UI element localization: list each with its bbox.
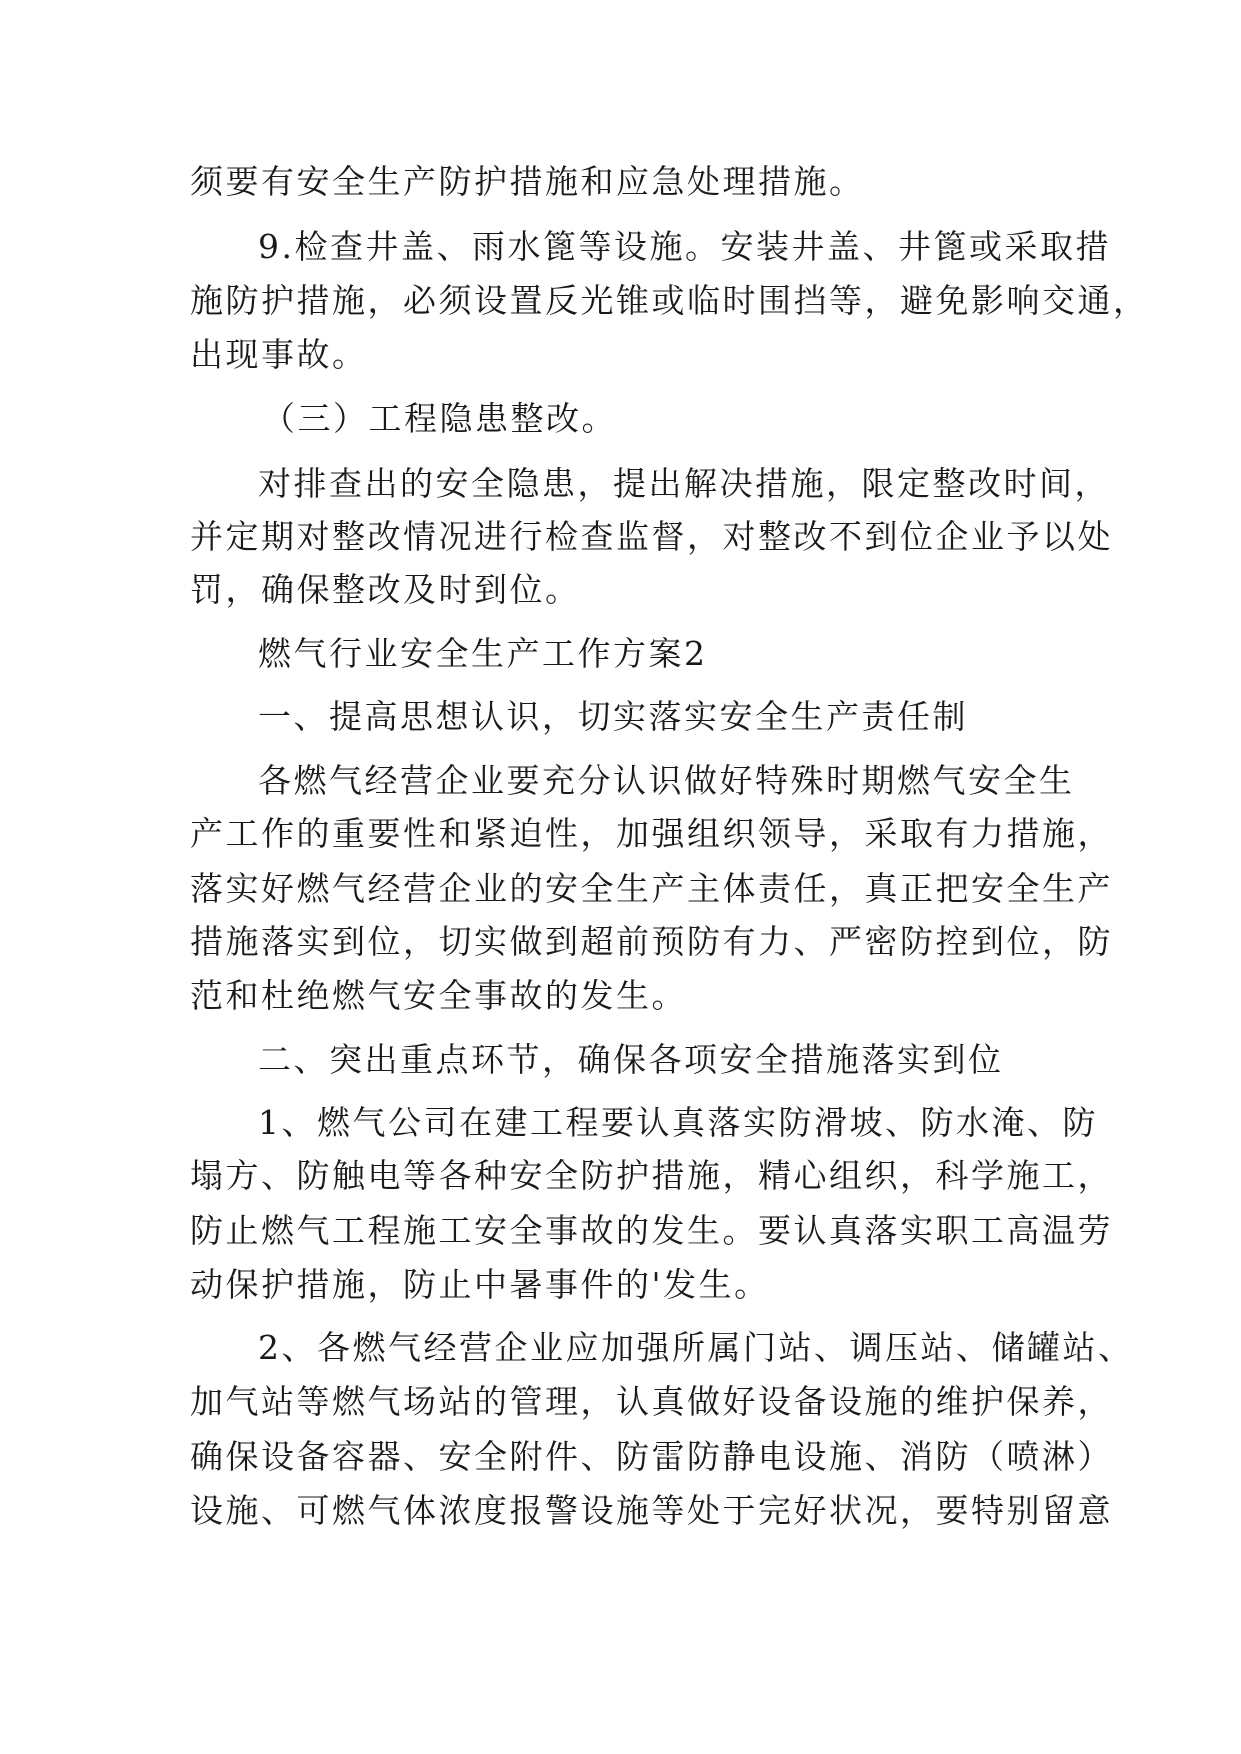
section-heading: （三）工程隐患整改。 [262, 399, 617, 438]
body-text-line: 防止燃气工程施工安全事故的发生。要认真落实职工高温劳 [190, 1211, 1113, 1250]
section-heading: 一、提高思想认识，切实落实安全生产责任制 [258, 697, 968, 736]
body-text-line: 对排查出的安全隐患，提出解决措施，限定整改时间， [258, 464, 1110, 503]
section-heading: 二、突出重点环节，确保各项安全措施落实到位 [258, 1040, 1004, 1079]
body-text-line: 各燃气经营企业要充分认识做好特殊时期燃气安全生 [258, 761, 1075, 800]
body-text-line: 产工作的重要性和紧迫性，加强组织领导，采取有力措施， [190, 814, 1113, 853]
body-text-line: 加气站等燃气场站的管理，认真做好设备设施的维护保养， [190, 1382, 1113, 1421]
body-text-line: 罚，确保整改及时到位。 [190, 570, 581, 609]
body-text-line: 并定期对整改情况进行检查监督，对整改不到位企业予以处 [190, 517, 1113, 556]
body-text-line: 9.检查井盖、雨水篦等设施。安装井盖、井篦或采取措 [258, 227, 1111, 266]
body-text-line: 措施落实到位，切实做到超前预防有力、严密防控到位，防 [190, 922, 1113, 961]
body-text-line: 出现事故。 [190, 335, 368, 374]
body-text-line: 2、各燃气经营企业应加强所属门站、调压站、储罐站、 [258, 1328, 1134, 1367]
document-subtitle: 燃气行业安全生产工作方案2 [258, 634, 708, 673]
body-text-line: 塌方、防触电等各种安全防护措施，精心组织，科学施工， [190, 1156, 1113, 1195]
body-text-line: 1、燃气公司在建工程要认真落实防滑坡、防水淹、防 [258, 1103, 1098, 1142]
body-text-line: 动保护措施，防止中暑事件的'发生。 [190, 1265, 770, 1304]
body-text-line: 须要有安全生产防护措施和应急处理措施。 [190, 162, 865, 201]
body-text-line: 落实好燃气经营企业的安全生产主体责任，真正把安全生产 [190, 869, 1113, 908]
body-text-line: 范和杜绝燃气安全事故的发生。 [190, 976, 687, 1015]
body-text-line: 设施、可燃气体浓度报警设施等处于完好状况，要特别留意 [190, 1491, 1113, 1530]
body-text-line: 确保设备容器、安全附件、防雷防静电设施、消防（喷淋） [190, 1437, 1113, 1476]
body-text-line: 施防护措施，必须设置反光锥或临时围挡等，避免影响交通， [190, 281, 1149, 320]
